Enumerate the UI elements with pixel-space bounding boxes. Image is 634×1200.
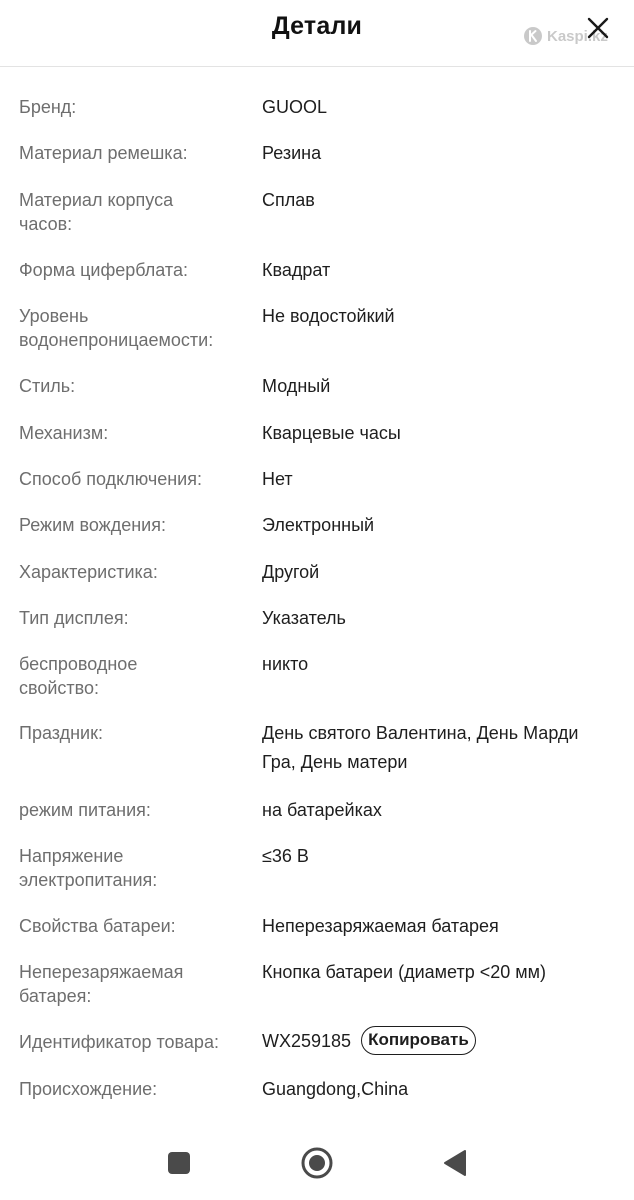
detail-value: Другой: [262, 562, 320, 582]
square-icon: [162, 1146, 196, 1180]
watermark-text: Kaspi.kz: [547, 27, 608, 45]
copy-button[interactable]: Копировать: [361, 1026, 476, 1055]
detail-label: режим питания:: [19, 800, 151, 820]
detail-label: Материал ремешка:: [19, 143, 188, 163]
detail-label: Способ подключения:: [19, 469, 202, 489]
product-id-group: [262, 1026, 612, 1055]
detail-value: Указатель: [262, 608, 346, 628]
kaspi-logo-icon: [523, 26, 543, 46]
detail-label: Механизм:: [19, 423, 109, 443]
home-button[interactable]: [300, 1146, 334, 1180]
page-title: Детали: [271, 12, 363, 40]
detail-label: Характеристика:: [19, 562, 158, 582]
detail-label: Форма циферблата:: [19, 260, 188, 280]
detail-label: Происхождение:: [19, 1079, 158, 1099]
detail-value: Сплав: [262, 190, 315, 210]
detail-value: Кварцевые часы: [262, 423, 401, 443]
detail-label: Режим вождения:: [19, 515, 166, 535]
detail-value: на батарейках: [262, 800, 382, 820]
product-id-wrap: [262, 1026, 612, 1055]
detail-value: Квадрат: [262, 260, 331, 280]
triangle-back-icon: [438, 1146, 472, 1180]
detail-value: Модный: [262, 376, 331, 396]
detail-value: GUOOL: [262, 97, 328, 117]
detail-value: Guangdong,China: [262, 1079, 409, 1099]
detail-value: Неперезаряжаемая батарея: [262, 916, 499, 936]
detail-label: Стиль:: [19, 376, 76, 396]
detail-value: День святого Валентина, День Марди Гра, День матери: [262, 723, 579, 772]
detail-value: Нет: [262, 469, 293, 489]
detail-value: Резина: [262, 143, 322, 163]
back-button[interactable]: [438, 1146, 472, 1180]
recent-apps-button[interactable]: [162, 1146, 196, 1180]
circle-icon: [300, 1146, 334, 1180]
detail-value: Электронный: [262, 515, 375, 535]
close-button[interactable]: [584, 14, 612, 42]
detail-label: Материал корпуса часов:: [19, 190, 174, 234]
detail-label: Бренд:: [19, 97, 77, 117]
detail-value: Не водостойкий: [262, 306, 395, 326]
detail-label: Идентификатор товара:: [19, 1032, 219, 1052]
close-icon: [584, 14, 612, 42]
detail-label: Тип дисплея:: [19, 608, 129, 628]
detail-label: Праздник:: [19, 723, 103, 743]
detail-label: беспроводное свойство:: [19, 654, 138, 698]
header: [0, 0, 634, 67]
detail-value: ≤36 В: [262, 846, 309, 866]
detail-label: Свойства батареи:: [19, 916, 176, 936]
detail-label: Напряжение электропитания:: [19, 846, 158, 890]
detail-label: Неперезаряжаемая батарея:: [19, 962, 184, 1006]
system-navbar: [0, 1126, 634, 1200]
detail-label: Уровень водонепроницаемости:: [19, 306, 214, 350]
detail-value: Кнопка батареи (диаметр <20 мм): [262, 962, 546, 982]
detail-value: никто: [262, 654, 309, 674]
product-id-value: WX259185: [262, 1030, 352, 1051]
